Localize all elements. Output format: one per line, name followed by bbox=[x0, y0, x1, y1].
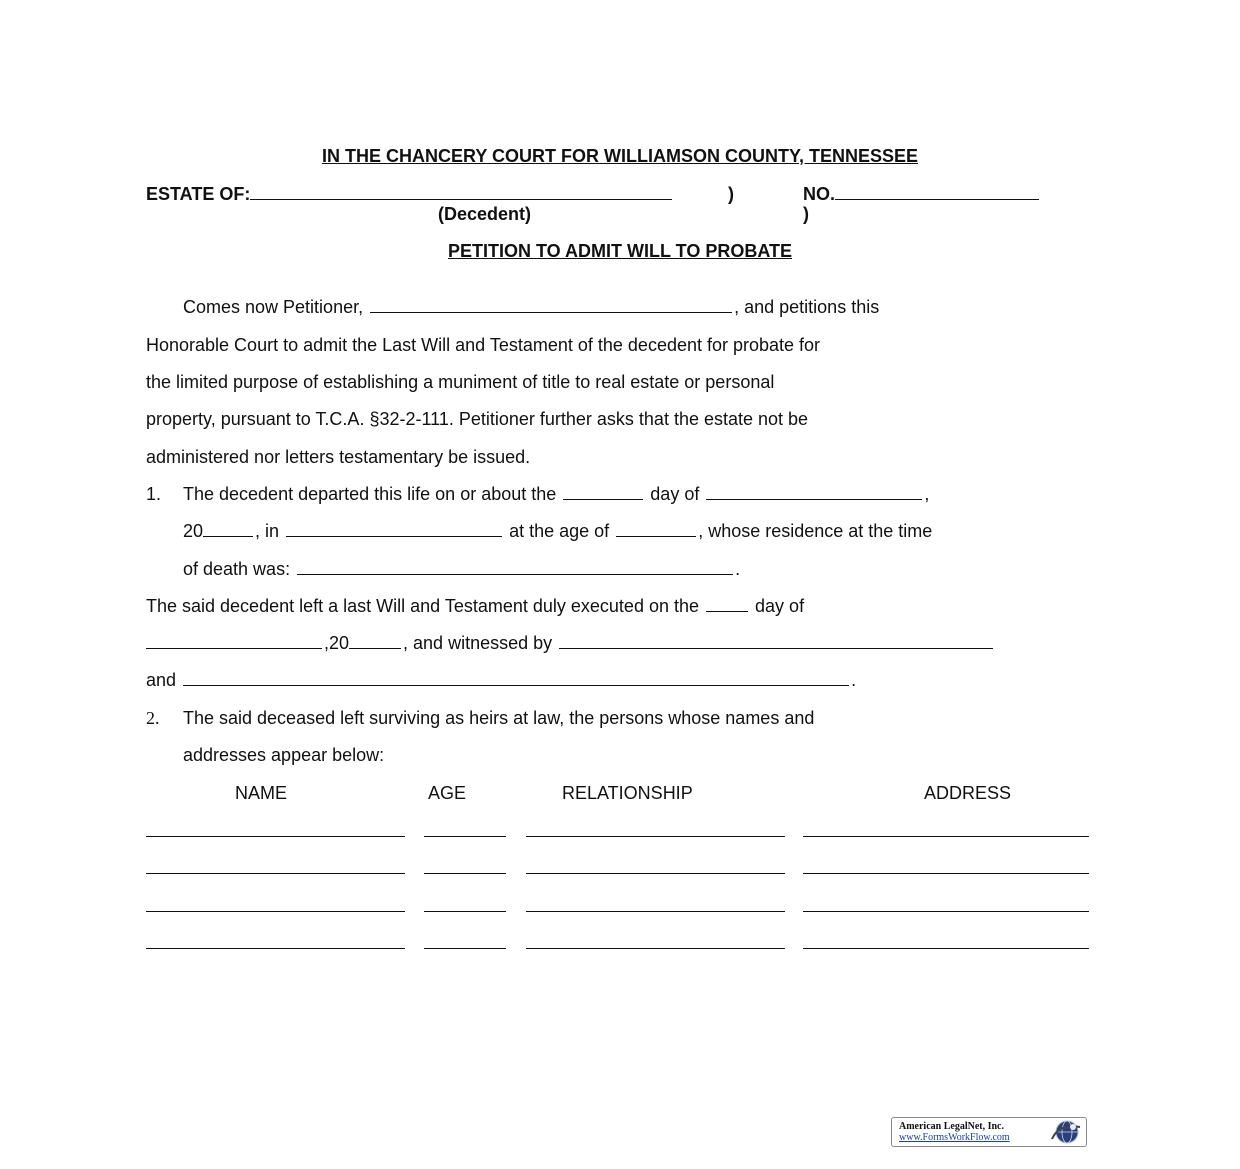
heir-1-age-field[interactable] bbox=[424, 836, 506, 837]
column-header-name: NAME bbox=[235, 783, 288, 803]
age-blank[interactable] bbox=[616, 535, 696, 537]
item-1-text-b: day of bbox=[650, 484, 700, 504]
item-1-line-1 bbox=[183, 484, 929, 505]
will-line-3 bbox=[146, 670, 856, 691]
residence-blank[interactable] bbox=[297, 573, 733, 575]
will-text-b: day of bbox=[755, 596, 805, 616]
will-line-2 bbox=[146, 633, 995, 654]
publisher-url-link[interactable]: www.FormsWorkFlow.com bbox=[899, 1132, 1010, 1143]
globe-logo-icon bbox=[1049, 1119, 1083, 1145]
heir-4-relationship-field[interactable] bbox=[526, 948, 785, 949]
publisher-name: American LegalNet, Inc. bbox=[899, 1121, 1004, 1132]
estate-of-label: ESTATE OF: bbox=[146, 184, 251, 204]
death-place-blank[interactable] bbox=[286, 535, 502, 537]
heir-1-name-field[interactable] bbox=[146, 836, 405, 837]
petitioner-name-blank[interactable] bbox=[370, 311, 732, 313]
paragraph-line-3: the limited purpose of establishing a muniment of title to real estate or personal bbox=[146, 372, 775, 392]
heir-4-address-field[interactable] bbox=[803, 948, 1089, 949]
will-text-c: ,20 bbox=[324, 633, 350, 653]
heir-2-age-field[interactable] bbox=[424, 873, 506, 874]
heir-3-age-field[interactable] bbox=[424, 911, 506, 912]
document-title: PETITION TO ADMIT WILL TO PROBATE bbox=[448, 241, 792, 261]
witness-1-blank[interactable] bbox=[559, 647, 993, 649]
heir-2-address-field[interactable] bbox=[803, 873, 1089, 874]
intro-text-b: , and petitions this bbox=[734, 297, 880, 317]
case-number-line bbox=[803, 184, 1041, 205]
court-title: IN THE CHANCERY COURT FOR WILLIAMSON COUNTY, TENNESSEE bbox=[321, 146, 919, 166]
item-1-text-g: , whose residence at the time bbox=[698, 521, 933, 541]
intro-line bbox=[183, 297, 879, 318]
death-day-blank[interactable] bbox=[563, 498, 643, 500]
will-text-e: and bbox=[146, 670, 177, 690]
item-1-text-d: 20 bbox=[183, 521, 204, 541]
publisher-badge[interactable] bbox=[891, 1117, 1087, 1147]
case-number-blank[interactable] bbox=[835, 198, 1039, 200]
decedent-label: (Decedent) bbox=[438, 204, 532, 224]
item-1-text-c: , bbox=[924, 484, 930, 504]
item-1-text-f: at the age of bbox=[509, 521, 610, 541]
witness-2-blank[interactable] bbox=[183, 684, 849, 686]
item-2-number: 2. bbox=[146, 708, 160, 728]
death-month-blank[interactable] bbox=[706, 498, 922, 500]
paragraph-line-5: administered nor letters testamentary be issued. bbox=[146, 447, 531, 467]
will-text-f: . bbox=[851, 670, 857, 690]
item-1-line-3 bbox=[183, 559, 740, 580]
item-1-number: 1. bbox=[146, 484, 162, 504]
will-month-blank[interactable] bbox=[146, 647, 322, 649]
will-year-blank[interactable] bbox=[349, 647, 401, 649]
paren-2: ) bbox=[803, 204, 809, 224]
heir-3-address-field[interactable] bbox=[803, 911, 1089, 912]
heir-1-address-field[interactable] bbox=[803, 836, 1089, 837]
will-text-d: , and witnessed by bbox=[403, 633, 553, 653]
item-1-line-2 bbox=[183, 521, 932, 542]
paragraph-line-4: property, pursuant to T.C.A. §32-2-111. Petitioner further asks that the estate not be bbox=[146, 409, 809, 429]
death-year-blank[interactable] bbox=[203, 535, 253, 537]
will-line-1 bbox=[146, 596, 804, 617]
item-1-text-e: , in bbox=[255, 521, 280, 541]
column-header-address: ADDRESS bbox=[924, 783, 1012, 803]
item-2-line-2: addresses appear below: bbox=[183, 745, 385, 765]
paragraph-line-2: Honorable Court to admit the Last Will and Testament of the decedent for probate for bbox=[146, 335, 821, 355]
heir-4-name-field[interactable] bbox=[146, 948, 405, 949]
item-2-line-1: The said deceased left surviving as heirs at law, the persons whose names and bbox=[183, 708, 815, 728]
estate-of-line bbox=[146, 184, 674, 205]
heir-3-relationship-field[interactable] bbox=[526, 911, 785, 912]
item-1-text-a: The decedent departed this life on or about the bbox=[183, 484, 557, 504]
case-number-label: NO. bbox=[803, 184, 836, 204]
intro-text-a: Comes now Petitioner, bbox=[183, 297, 364, 317]
column-header-age: AGE bbox=[428, 783, 467, 803]
heir-1-relationship-field[interactable] bbox=[526, 836, 785, 837]
heir-4-age-field[interactable] bbox=[424, 948, 506, 949]
item-1-text-h: of death was: bbox=[183, 559, 291, 579]
paren-1: ) bbox=[728, 184, 734, 204]
heir-3-name-field[interactable] bbox=[146, 911, 405, 912]
will-text-a: The said decedent left a last Will and Testament duly executed on the bbox=[146, 596, 699, 616]
column-header-relationship: RELATIONSHIP bbox=[562, 783, 693, 803]
item-1-text-i: . bbox=[735, 559, 741, 579]
heir-2-name-field[interactable] bbox=[146, 873, 405, 874]
estate-name-blank[interactable] bbox=[250, 198, 672, 200]
heir-2-relationship-field[interactable] bbox=[526, 873, 785, 874]
will-day-blank[interactable] bbox=[706, 610, 748, 612]
